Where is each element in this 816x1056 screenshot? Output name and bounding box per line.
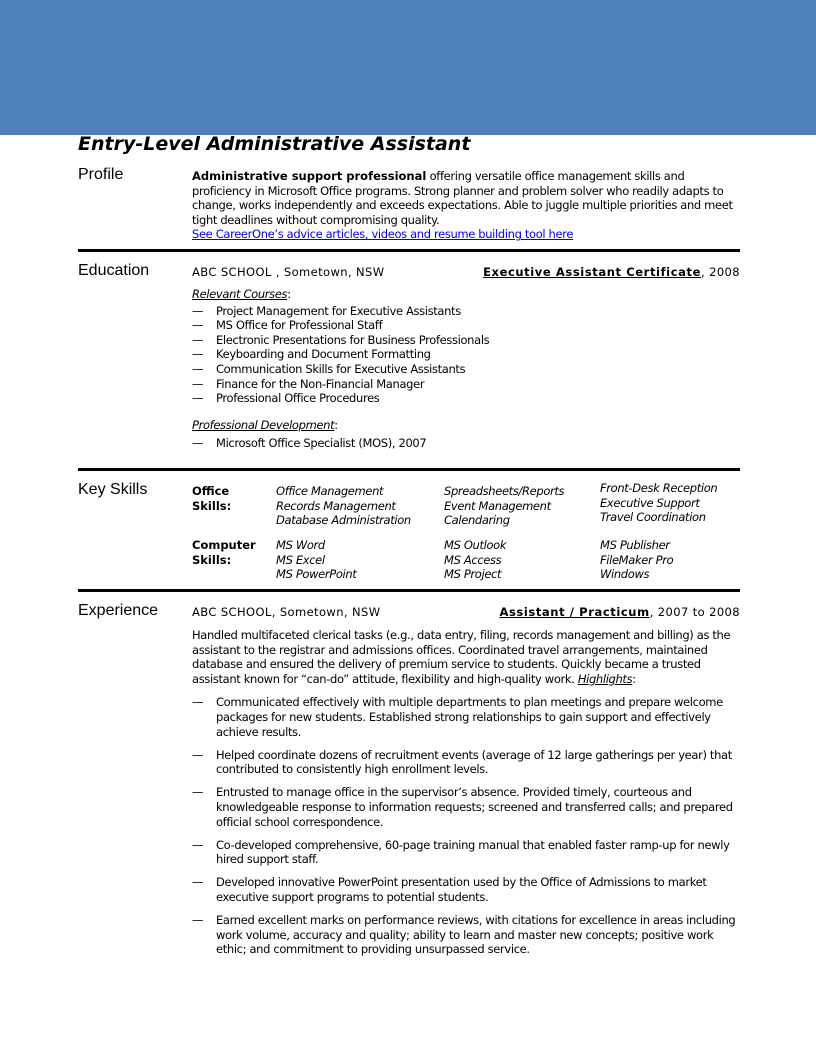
list-item: — Communicated effectively with multiple departments to plan meetings and prepare welcome packages for new students. Established strong relationships to gain support and effectively achieve results.: [192, 695, 740, 739]
skill-item: Front-Desk Reception: [600, 481, 718, 495]
courses-heading: Relevant Courses: [192, 287, 288, 301]
profile-label: Profile: [78, 166, 124, 183]
computer-skills-grid: [192, 538, 740, 588]
computer-skills-label: Computer Skills:: [192, 538, 256, 567]
list-item: — Communication Skills for Executive Assistants: [192, 362, 740, 377]
list-item: — MS Office for Professional Staff: [192, 318, 740, 333]
skill-item: Database Administration: [276, 513, 411, 528]
list-item: — Electronic Presentations for Business Professionals: [192, 333, 740, 348]
skill-item: Calendaring: [444, 513, 510, 528]
experience-label: Experience: [78, 602, 159, 619]
education-label: Education: [78, 262, 150, 279]
list-item: — Earned excellent marks on performance reviews, with citations for excellence in areas including work volume, accuracy and quality; ability to learn and master new concepts; positive work ethic; and commitment to providing unsurpassed service.: [192, 913, 740, 957]
section-divider: [78, 249, 740, 252]
skill-item: Travel Coordination: [600, 510, 706, 525]
skill-item: MS Publisher: [600, 538, 670, 552]
experience-body: [192, 605, 740, 965]
profile-lead: Administrative support professional: [192, 169, 427, 183]
education-body: ABC SCHOOL , Sometown, NSW Executive Assistant Certificate, 2008 Relevant Courses: — Project Management for Executive Assistants — MS Office for Professional Staff — Electronic Presentations for Business Professionals — Keyboarding and Document Formatting — Communication Skills for Executive Assistants — Finance for the Non-Financial Manager — Professional Office Procedures Professional Development: — Microsoft Office Specialist (MOS), 2007: [192, 265, 740, 451]
credential-title: Executive Assistant Certificate: [483, 265, 702, 279]
list-item: — Helped coordinate dozens of recruitment events (average of 12 large gatherings per year) that contributed to consistently high enrollment levels.: [192, 748, 740, 777]
office-skills-grid: [192, 481, 740, 534]
job-dates: , 2007 to 2008: [649, 605, 740, 619]
skills-body: [192, 481, 740, 589]
list-item: — Project Management for Executive Assistants: [192, 304, 740, 319]
skill-item: Records Management: [276, 498, 396, 513]
employer-name: ABC SCHOOL, Sometown, NSW: [192, 605, 381, 619]
highlights-list: [192, 695, 740, 956]
profile-body: [192, 169, 740, 242]
list-item: — Developed innovative PowerPoint presentation used by the Office of Admissions to market executive support programs to potential students.: [192, 875, 740, 904]
school-name: ABC SCHOOL , Sometown, NSW: [192, 265, 385, 279]
list-item: — Entrusted to manage office in the supervisor’s absence. Provided timely, courteous and knowledgeable response to information requests; screened and transferred calls; and prepared official school correspondence.: [192, 785, 740, 829]
list-item: — Co-developed comprehensive, 60-page training manual that enabled faster ramp-up for newly hired support staff.: [192, 838, 740, 867]
education-header-row: [192, 265, 740, 281]
experience-header-row: [192, 605, 740, 621]
skill-item: MS PowerPoint: [276, 567, 357, 582]
list-item: — Professional Office Procedures: [192, 391, 740, 406]
skill-item: Windows: [600, 567, 650, 582]
skill-item: MS Access: [444, 552, 502, 567]
credential-year: , 2008: [701, 265, 740, 279]
skill-item: FileMaker Pro: [600, 552, 674, 567]
resume-title: Entry-Level Administrative Assistant: [78, 133, 471, 155]
skill-item: MS Project: [444, 567, 502, 582]
experience-summary: Handled multifaceted clerical tasks (e.g., data entry, filing, records management and billing) as the assistant to the registrar and admissions offices. Coordinated travel arrangements, maintained database and ensured the delivery of premium service to students. Quickly became a trusted assistant known for “can-do” attitude, flexibility and high-quality work. Highlights:: [192, 628, 731, 686]
list-item: — Keyboarding and Document Formatting: [192, 347, 740, 362]
skill-item: Office Management: [276, 484, 384, 498]
skill-item: MS Excel: [276, 552, 325, 567]
skills-label: Key Skills: [78, 481, 148, 498]
list-item: — Finance for the Non-Financial Manager: [192, 377, 740, 392]
pd-heading: Professional Development: [192, 417, 335, 432]
section-divider: [78, 589, 740, 592]
job-title: Assistant / Practicum: [499, 605, 650, 619]
highlights-heading: Highlights: [577, 671, 633, 686]
skill-item: Executive Support: [600, 495, 700, 510]
pd-list: [192, 436, 740, 451]
header-banner: [0, 0, 816, 135]
courses-list: [192, 304, 740, 406]
office-skills-label: Office Skills:: [192, 484, 232, 513]
skill-item: MS Word: [276, 538, 325, 552]
skill-item: MS Outlook: [444, 538, 507, 552]
skill-item: Spreadsheets/Reports: [444, 484, 565, 498]
profile-text: offering versatile office management skills and proficiency in Microsoft Office programs. Strong planner and problem solver who readily adapts to change, works independently and exceeds expectations. Able to juggle multiple priorities and meet tight deadlines without compromising quality.: [192, 169, 733, 227]
list-item: — Microsoft Office Specialist (MOS), 2007: [192, 436, 740, 451]
careerone-link[interactable]: See CareerOne’s advice articles, videos and resume building tool here: [192, 227, 574, 242]
skill-item: Event Management: [444, 498, 551, 513]
section-divider: [78, 468, 740, 471]
